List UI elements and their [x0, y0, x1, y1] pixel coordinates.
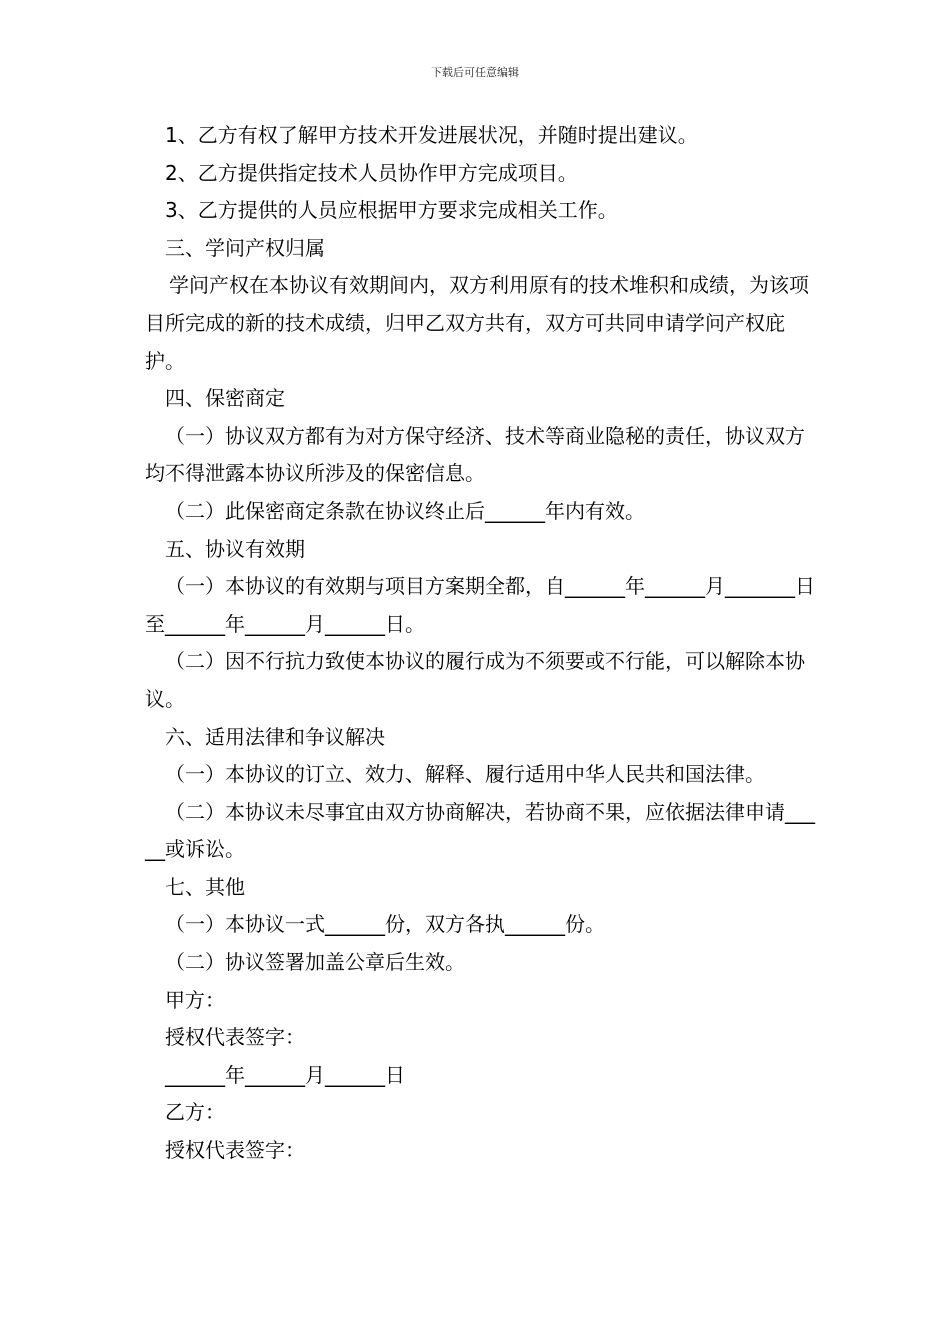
party-b-label: 乙方： — [165, 1100, 225, 1125]
date-line: ______年______月______日 — [165, 1062, 405, 1087]
page-header: 下载后可任意编辑 — [431, 66, 519, 79]
paragraph: 2、乙方提供指定技术人员协作甲方完成项目。 — [165, 160, 578, 185]
signature-line: 授权代表签字： — [165, 1138, 305, 1163]
paragraph: 3、乙方提供的人员应根据甲方要求完成相关工作。 — [165, 198, 618, 223]
section-heading: 七、其他 — [165, 874, 245, 899]
signature-line: 授权代表签字： — [165, 1025, 305, 1050]
paragraph: （二）本协议未尽事宜由双方协商解决，若协商不果，应依据法律申请_____或诉讼。 — [145, 799, 815, 862]
paragraph: （一）本协议的订立、效力、解释、履行适用中华人民共和国法律。 — [165, 762, 765, 787]
party-a-label: 甲方： — [165, 987, 225, 1012]
paragraph: （一）本协议的有效期与项目方案期全都，自______年______月_______日至______年______月______日。 — [145, 574, 815, 636]
paragraph: （一）本协议一式______份，双方各执______份。 — [165, 912, 605, 937]
section-heading: 四、保密商定 — [165, 386, 285, 411]
section-heading: 三、学问产权归属 — [165, 235, 325, 260]
section-heading: 六、适用法律和争议解决 — [165, 724, 385, 749]
paragraph: （二）因不行抗力致使本协议的履行成为不须要或不行能，可以解除本协议。 — [145, 649, 805, 711]
paragraph: 1、乙方有权了解甲方技术开发进展状况，并随时提出建议。 — [165, 123, 698, 147]
document-body — [145, 117, 815, 1170]
section-heading: 五、协议有效期 — [165, 536, 305, 561]
paragraph: （二）协议签署加盖公章后生效。 — [165, 950, 465, 975]
paragraph: 学问产权在本协议有效期间内，双方利用原有的技术堆积和成绩，为该项目所完成的新的技术成绩，归甲乙双方共有，双方可共同申请学问产权庇护。 — [145, 273, 809, 373]
paragraph: （二）此保密商定条款在协议终止后______年内有效。 — [165, 498, 645, 523]
paragraph: （一）协议双方都有为对方保守经济、技术等商业隐秘的责任，协议双方均不得泄露本协议所涉及的保密信息。 — [145, 423, 805, 486]
